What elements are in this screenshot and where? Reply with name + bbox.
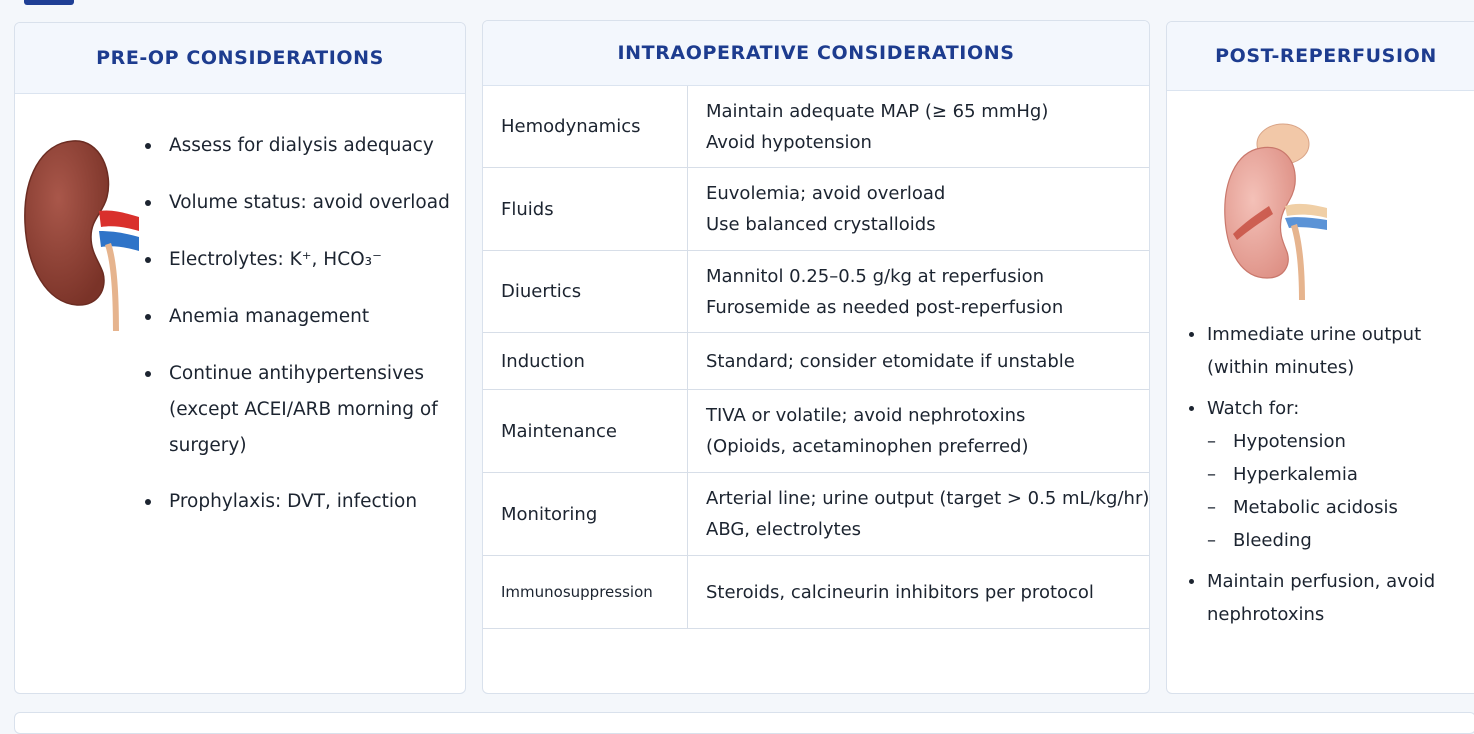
list-item-text: Immediate urine output (within minutes) [1207,324,1422,378]
detail-line: ABG, electrolytes [706,519,862,540]
watch-for-sublist [1207,425,1474,557]
row-category: Diuertics [483,251,688,333]
kidney-icon [21,133,141,333]
list-item-text: Maintain perfusion, avoid nephrotoxins [1207,571,1436,625]
table-row [483,390,1150,473]
list-item: Anemia management [169,299,465,335]
detail-line: TIVA or volatile; avoid nephrotoxins [706,405,1026,426]
row-category: Fluids [483,168,688,251]
pre-op-panel [14,22,466,694]
row-details [688,333,1151,390]
intraop-panel [482,20,1150,694]
list-item: Prophylaxis: DVT, infection [169,484,465,520]
detail-line: Furosemide as needed post-reperfusion [706,296,1064,318]
post-reperfusion-list [1207,318,1474,639]
top-accent-bar [24,0,74,5]
row-details [688,556,1151,629]
list-item-text: Watch for: [1207,398,1300,419]
list-item [1207,392,1474,557]
sub-list-item: – Metabolic acidosis [1207,491,1474,524]
detail-line: Mannitol 0.25–0.5 g/kg at reperfusion [706,265,1044,287]
bottom-panel-edge [14,712,1474,734]
detail-line: Avoid hypotension [706,131,872,153]
row-category: Hemodynamics [483,86,688,168]
table-row [483,251,1150,333]
row-details [688,251,1151,333]
sub-list-item: – Hyperkalemia [1207,458,1474,491]
detail-line: (Opioids, acetaminophen preferred) [706,436,1029,457]
sub-list-item: – Bleeding [1207,524,1474,557]
list-item: Assess for dialysis adequacy [169,128,465,164]
detail-line: Standard; consider etomidate if unstable [706,350,1075,372]
table-row [483,333,1150,390]
table-row [483,556,1150,629]
row-details [688,86,1151,168]
row-category: Maintenance [483,390,688,473]
list-item: Continue antihypertensives (except ACEI/ARB morning of surgery) [169,356,465,464]
transplanted-kidney-icon [1221,122,1331,302]
detail-line: Use balanced crystalloids [706,214,936,235]
intraop-title: INTRAOPERATIVE CONSIDERATIONS [483,21,1149,86]
detail-line: Steroids, calcineurin inhibitors per protocol [706,581,1094,603]
row-details [688,390,1151,473]
detail-line: Maintain adequate MAP (≥ 65 mmHg) [706,100,1049,122]
detail-line: Arterial line; urine output (target > 0.5 mL/kg/hr) [706,488,1150,509]
detail-line: Euvolemia; avoid overload [706,183,946,204]
table-row [483,168,1150,251]
post-reperfusion-panel [1166,21,1474,694]
row-category: Induction [483,333,688,390]
intraop-table [483,86,1150,629]
row-details [688,473,1151,556]
list-item: Electrolytes: K⁺, HCO₃⁻ [169,242,465,278]
table-row [483,86,1150,168]
list-item [1207,318,1474,384]
row-details [688,168,1151,251]
sub-list-item: – Hypotension [1207,425,1474,458]
row-category: Immunosuppression [483,556,688,629]
table-row [483,473,1150,556]
post-reperfusion-title: POST-REPERFUSION [1167,22,1474,91]
list-item [1207,565,1474,631]
row-category: Monitoring [483,473,688,556]
pre-op-list [169,128,465,541]
list-item: Volume status: avoid overload [169,185,465,221]
pre-op-title: PRE-OP CONSIDERATIONS [15,23,465,94]
